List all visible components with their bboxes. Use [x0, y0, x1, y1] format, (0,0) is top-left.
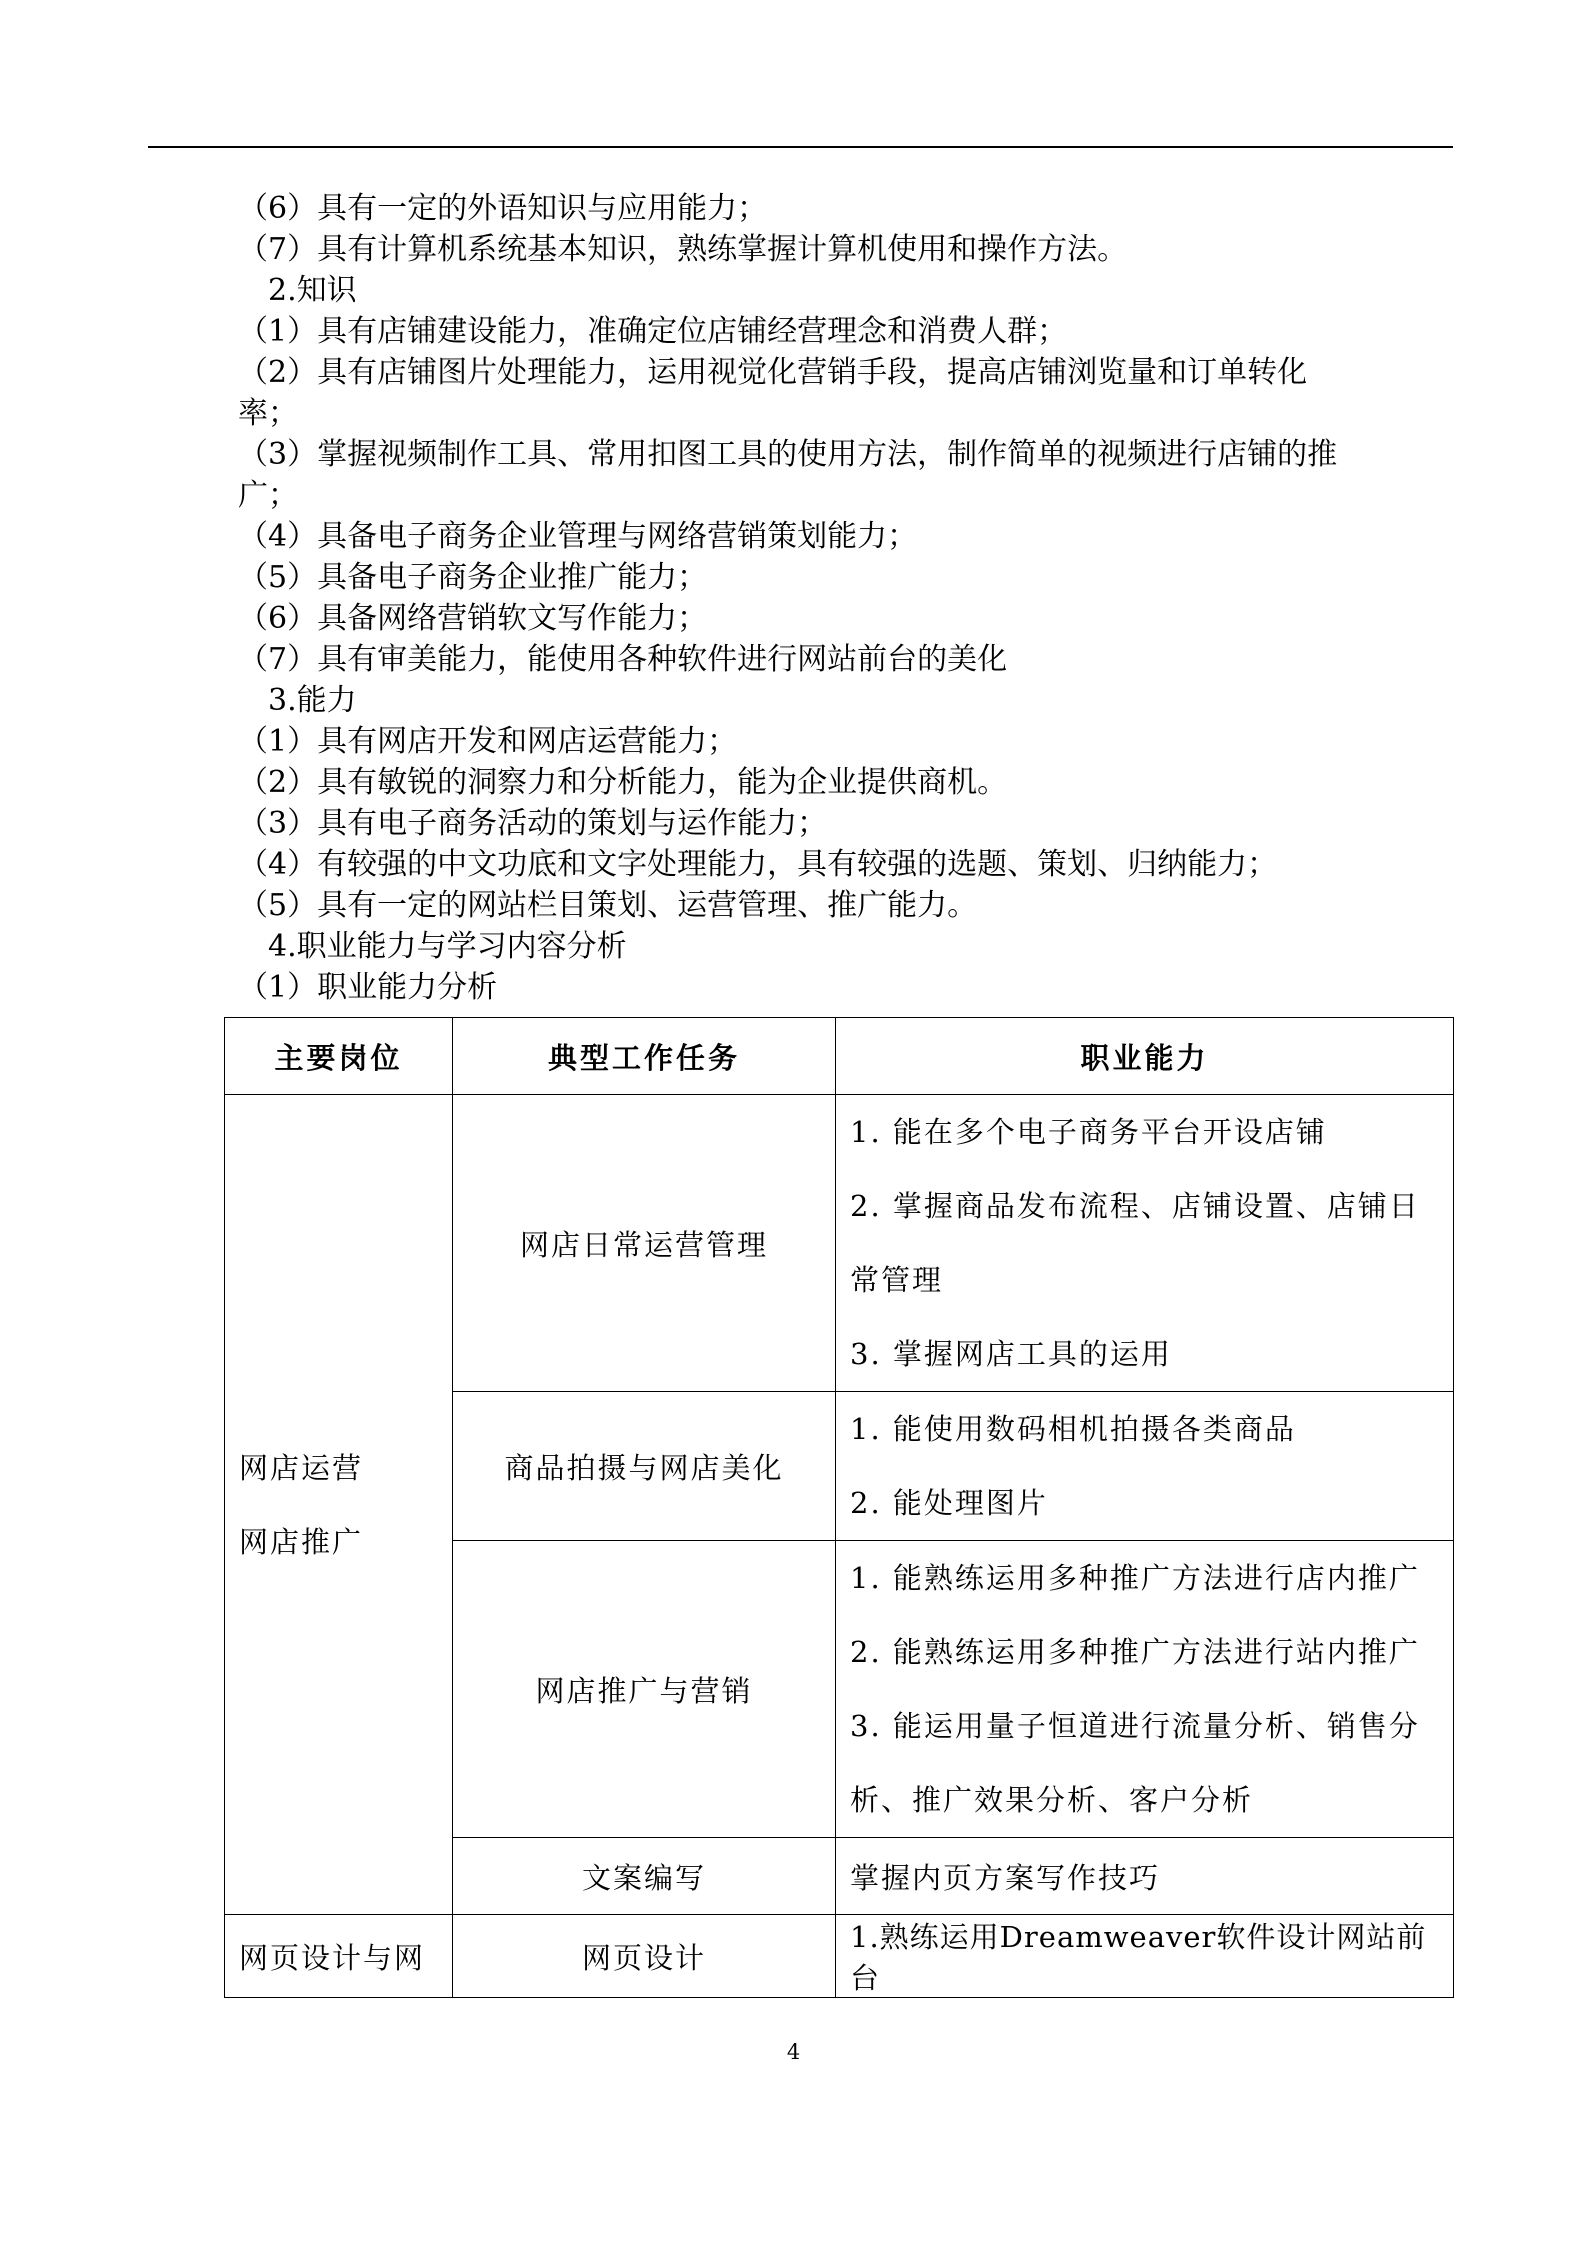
paragraph-line: （4）具备电子商务企业管理与网络营销策划能力；	[238, 519, 918, 554]
section-heading: 4.职业能力与学习内容分析	[268, 929, 627, 964]
post-name: 网店推广	[239, 1524, 364, 1559]
ability-cell	[836, 1392, 1454, 1541]
task-cell: 文案编写	[453, 1838, 836, 1915]
paragraph-line: （2）具有敏锐的洞察力和分析能力，能为企业提供商机。	[238, 765, 1008, 800]
paragraph-line: （5）具有一定的网站栏目策划、运营管理、推广能力。	[238, 888, 978, 923]
ability-item: 2. 能处理图片	[850, 1486, 1048, 1520]
table-header: 主要岗位	[225, 1018, 453, 1095]
paragraph-line: （1）职业能力分析	[238, 970, 498, 1005]
table-header: 典型工作任务	[453, 1018, 836, 1095]
ability-item: 3. 掌握网店工具的运用	[850, 1337, 1172, 1371]
task-cell: 商品拍摄与网店美化	[453, 1392, 836, 1541]
paragraph-line: （6）具有一定的外语知识与应用能力；	[238, 191, 768, 226]
ability-item: 2. 能熟练运用多种推广方法进行站内推广	[850, 1635, 1420, 1669]
paragraph-line: （4）有较强的中文功底和文字处理能力，具有较强的选题、策划、归纳能力；	[238, 847, 1278, 882]
paragraph-line: （5）具备电子商务企业推广能力；	[238, 560, 708, 595]
table-row	[225, 1095, 1454, 1392]
ability-item: 2. 掌握商品发布流程、店铺设置、店铺日常管理	[850, 1189, 1420, 1297]
paragraph-line: （7）具有审美能力，能使用各种软件进行网站前台的美化	[238, 642, 1008, 677]
post-name: 网店运营	[239, 1450, 364, 1485]
table-header: 职业能力	[836, 1018, 1454, 1095]
ability-cell: 1.熟练运用Dreamweaver软件设计网站前台	[836, 1915, 1454, 1998]
ability-cell	[836, 1541, 1454, 1838]
ability-item: 3. 能运用量子恒道进行流量分析、销售分析、推广效果分析、客户分析	[850, 1709, 1420, 1817]
paragraph-line: （2）具有店铺图片处理能力，运用视觉化营销手段，提高店铺浏览量和订单转化率；	[238, 355, 1308, 431]
paragraph-line: （1）具有店铺建设能力，准确定位店铺经营理念和消费人群；	[238, 314, 1068, 349]
table-row	[225, 1915, 1454, 1998]
ability-cell: 掌握内页方案写作技巧	[836, 1838, 1454, 1915]
section-heading: 2.知识	[268, 273, 357, 308]
paragraph-line: （6）具备网络营销软文写作能力；	[238, 601, 708, 636]
task-cell: 网店日常运营管理	[453, 1095, 836, 1392]
ability-item: 1. 能使用数码相机拍摄各类商品	[850, 1412, 1296, 1446]
header-rule	[148, 146, 1453, 148]
post-cell: 网页设计与网	[225, 1915, 453, 1998]
paragraph-line: （3）掌握视频制作工具、常用扣图工具的使用方法，制作简单的视频进行店铺的推广；	[238, 437, 1338, 513]
ability-item: 1. 能熟练运用多种推广方法进行店内推广	[850, 1561, 1420, 1595]
ability-cell	[836, 1095, 1454, 1392]
ability-item: 1. 能在多个电子商务平台开设店铺	[850, 1115, 1327, 1149]
paragraph-line: （7）具有计算机系统基本知识，熟练掌握计算机使用和操作方法。	[238, 232, 1128, 267]
competency-table	[224, 1017, 1454, 1998]
paragraph-line: （3）具有电子商务活动的策划与运作能力；	[238, 806, 828, 841]
task-cell: 网页设计	[453, 1915, 836, 1998]
post-cell	[225, 1095, 453, 1915]
paragraph-line: （1）具有网店开发和网店运营能力；	[238, 724, 738, 759]
body-text	[238, 188, 1438, 1008]
task-cell: 网店推广与营销	[453, 1541, 836, 1838]
table-header-row	[225, 1018, 1454, 1095]
section-heading: 3.能力	[268, 683, 357, 718]
page-number: 4	[786, 2040, 801, 2064]
